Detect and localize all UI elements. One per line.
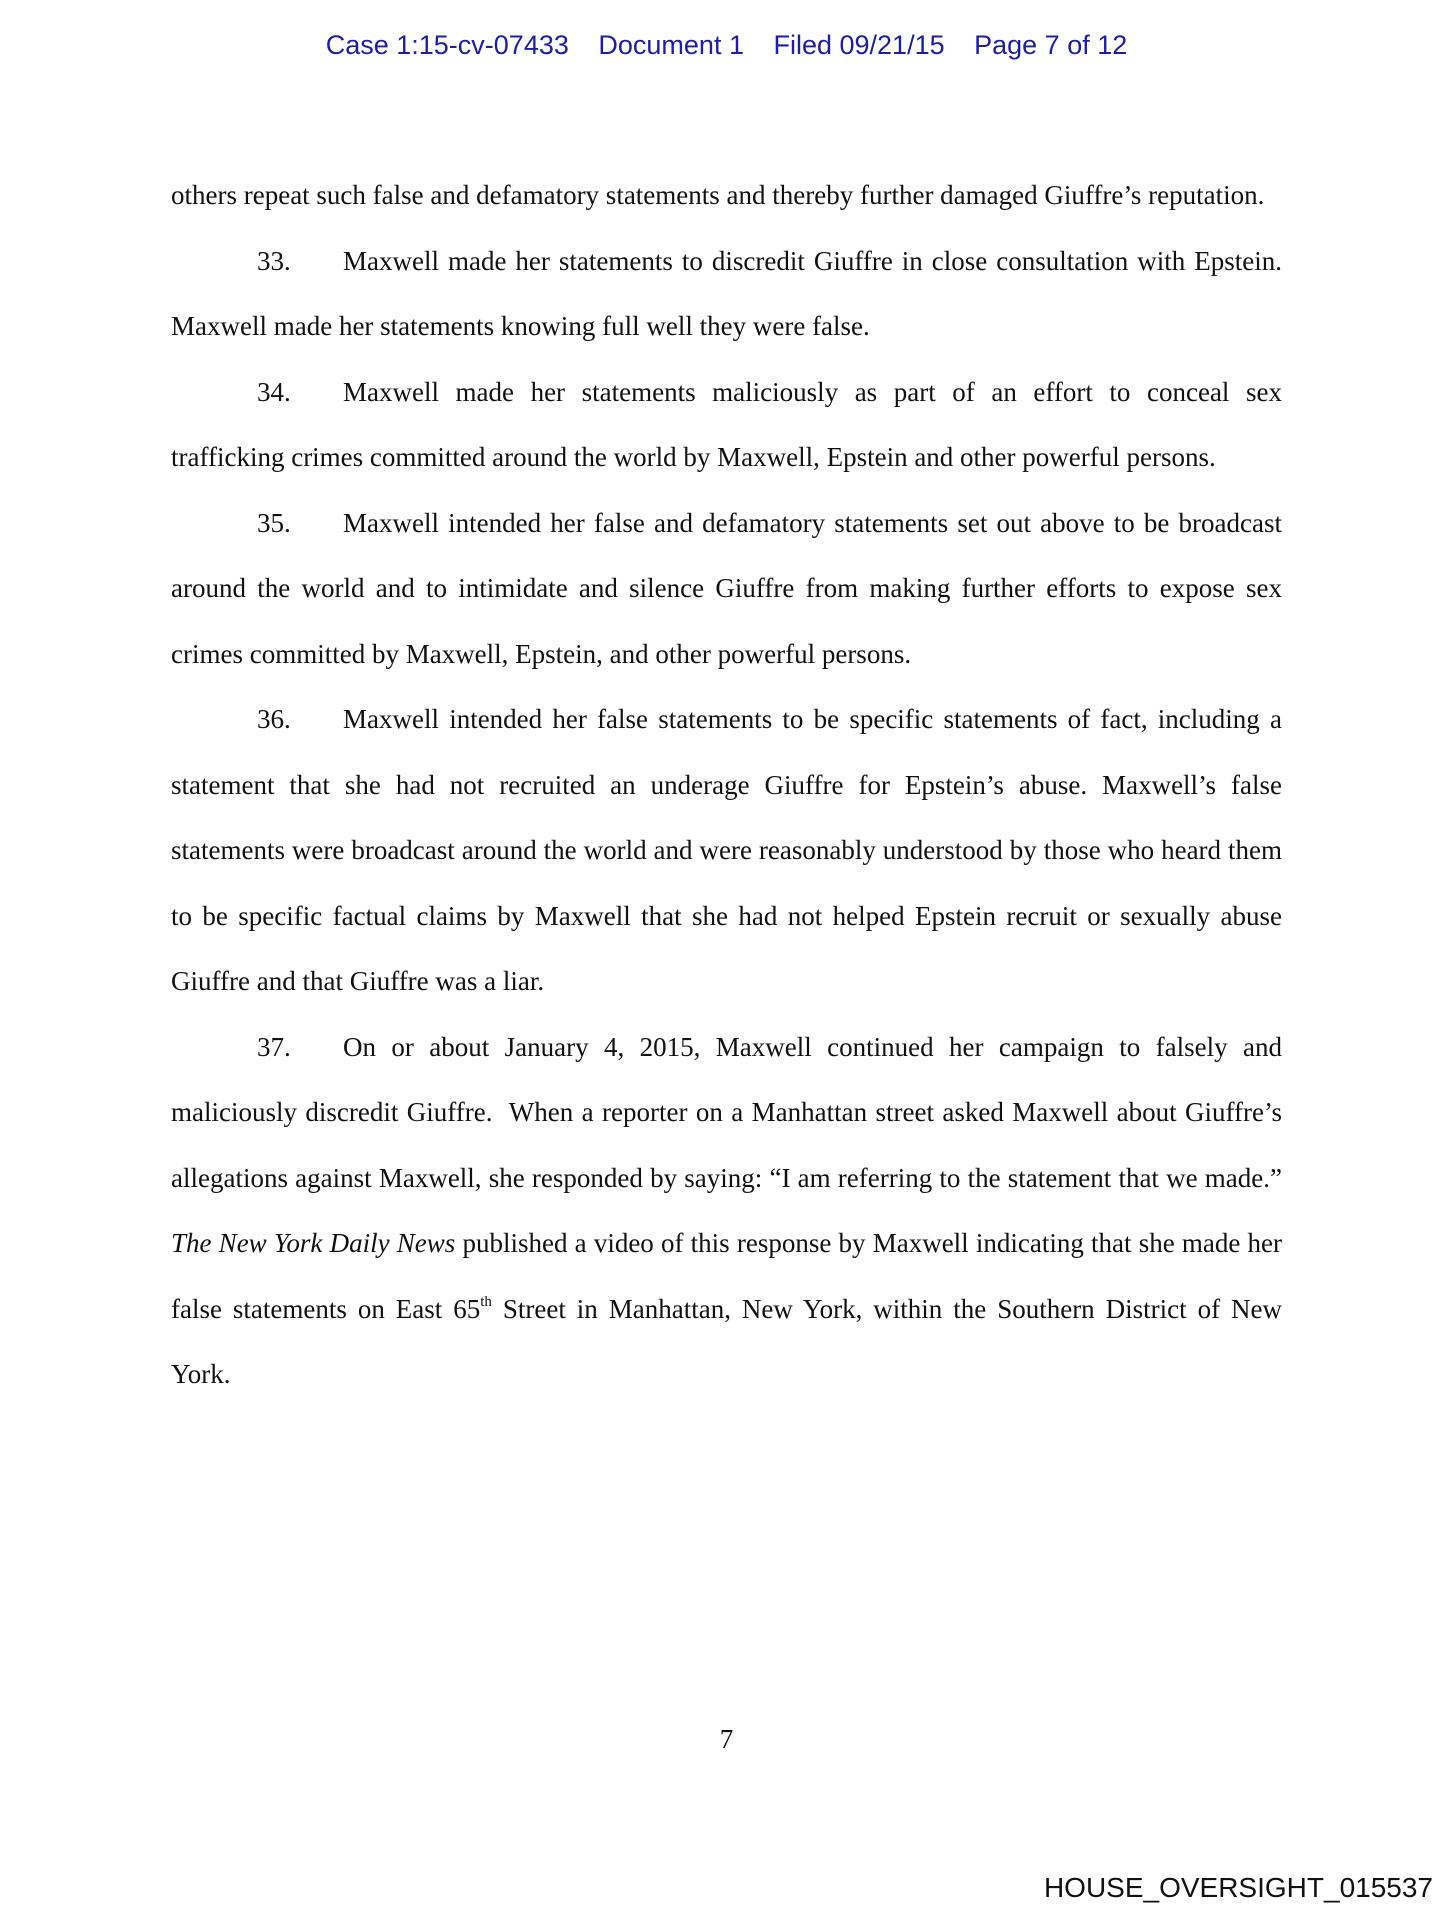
paragraph-number: 33. (257, 245, 291, 276)
paragraph-35 (171, 491, 1282, 688)
paragraph-text: Maxwell made her statements to discredit Giuffre in close consultation with Epstein. Maxwell made her statements knowing full well they were false. (171, 245, 1282, 341)
ordinal-suffix: th (480, 1293, 492, 1310)
paragraph-text-c: Street in Manhattan, New York, within the Southern District of New York. (171, 1293, 1282, 1389)
publication-title: The New York Daily News (171, 1228, 456, 1258)
filed-date: Filed 09/21/15 (773, 30, 945, 60)
paragraph-text: Maxwell intended her false and defamatory statements set out above to be broadcast around the world and to intimidate and silence Giuffre from making further efforts to expose sex crimes committed by Maxwell, Epstein, and other powerful persons. (171, 507, 1282, 669)
paragraph-text-a: On or about January 4, 2015, Maxwell continued her campaign to falsely and maliciously discredit Giuffre. When a reporter on a Manhattan street asked Maxwell about Giuffre’s allegations against Maxwell, she responded by saying: “I am referring to the statement that we made.” (171, 1031, 1296, 1193)
case-header (0, 30, 1453, 61)
continuation-paragraph: others repeat such false and defamatory statements and thereby further damaged Giuffre’s reputation. (171, 180, 1265, 210)
paragraph-37 (171, 1015, 1296, 1408)
paragraph-number: 34. (257, 376, 291, 407)
page-indicator: Page 7 of 12 (974, 30, 1128, 60)
paragraph-36 (171, 687, 1282, 1015)
paragraph-text-b: published a video of this response by Maxwell indicating that she made her false statements on East 65 (171, 1228, 1283, 1324)
document-number: Document 1 (598, 30, 744, 60)
paragraph-number: 36. (257, 704, 291, 734)
paragraph-number: 37. (257, 1031, 291, 1062)
case-number: Case 1:15-cv-07433 (325, 30, 569, 60)
paragraph-text: Maxwell intended her false statements to be specific statements of fact, including a statement that she had not recruited an underage Giuffre for Epstein’s abuse. Maxwell’s false statements were broadcast around the world and were reasonably understood by those who heard them to be specific factual claims by Maxwell that she had not helped Epstein recruit or sexually abuse Giuffre and that Giuffre was a liar. (171, 704, 1282, 996)
paragraph-number: 35. (257, 507, 291, 538)
bates-stamp: HOUSE_OVERSIGHT_015537 (1043, 1872, 1433, 1903)
paragraph-33 (171, 229, 1282, 360)
paragraph-text: Maxwell made her statements maliciously as part of an effort to conceal sex trafficking crimes committed around the world by Maxwell, Epstein and other powerful persons. (171, 376, 1282, 472)
paragraph-34 (171, 360, 1282, 491)
page-number: 7 (719, 1724, 734, 1754)
document-body (171, 163, 1296, 1408)
